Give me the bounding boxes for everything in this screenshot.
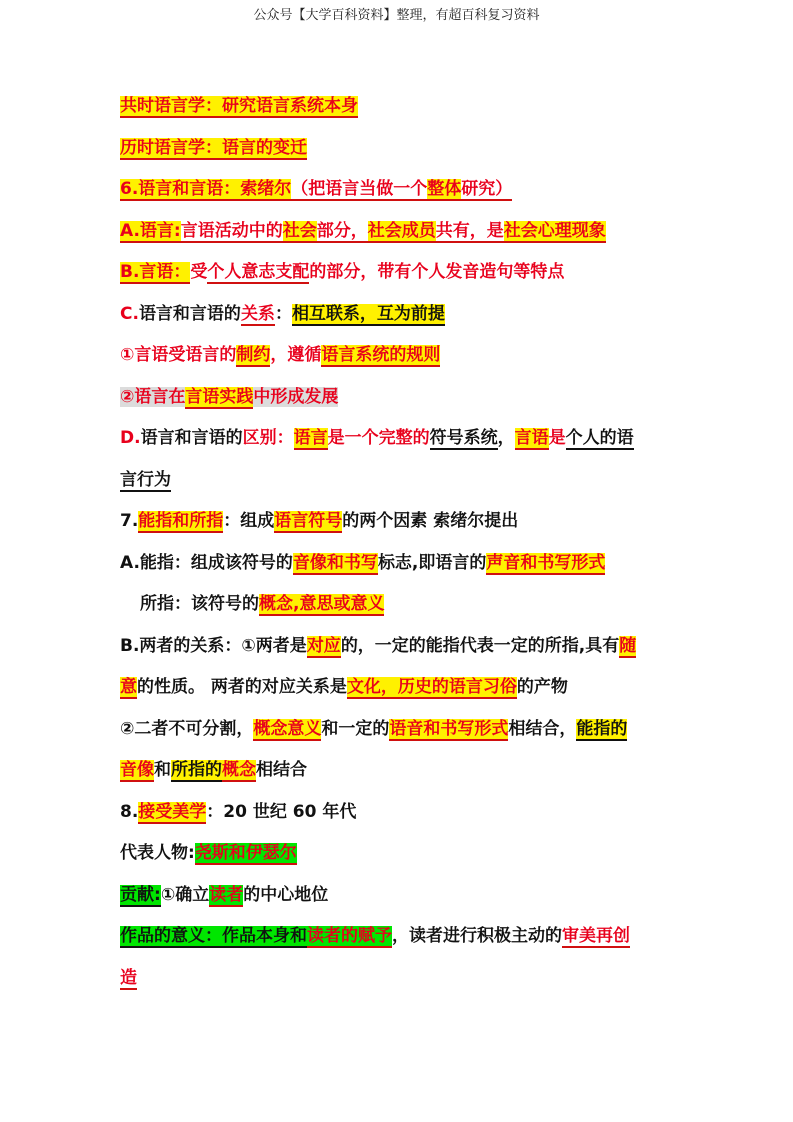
text-segment: 语言系统的规则 [321, 345, 441, 365]
text-segment: 尧斯和伊瑟尔 [194, 843, 297, 863]
note-line [120, 128, 680, 170]
text-segment: 相互联系，互为前提 [291, 303, 445, 324]
text-segment: 整体 [427, 179, 462, 199]
page-header: 公众号【大学百科资料】整理，有超百科复习资料 [253, 8, 540, 23]
text-segment: 语言和言语的 [140, 428, 243, 448]
note-line [120, 460, 680, 502]
note-line [120, 709, 680, 751]
text-segment: 标志,即语言的 [377, 552, 487, 573]
text-segment: 是一个完整的 [327, 428, 430, 448]
text-segment: B.两者的关系：①两者是 [120, 635, 307, 656]
text-segment: 语言和言语的 [138, 303, 241, 324]
text-segment: 所指的 [171, 760, 222, 780]
note-line [120, 958, 680, 1000]
text-segment: 语音和书写形式 [389, 718, 509, 739]
note-line [120, 792, 680, 834]
text-segment: 7. [120, 511, 139, 531]
text-segment: B.言语： [120, 262, 191, 282]
text-segment: 对应 [306, 635, 341, 656]
text-segment: ，读者进行积极主动的 [392, 926, 562, 946]
text-segment: 相结合 [256, 760, 307, 780]
note-line [120, 169, 680, 211]
text-segment: D. [120, 428, 141, 448]
text-segment: 和 [154, 760, 171, 780]
text-segment: 社会 [282, 220, 317, 241]
text-segment: 和一定的 [321, 718, 390, 739]
text-segment: ：20 世纪 60 年代 [206, 801, 357, 822]
text-segment: 关系 [240, 303, 275, 324]
text-segment: 音像和书写 [292, 552, 378, 573]
text-segment: 6.语言和言语：索绪尔 [120, 179, 292, 199]
text-segment: 研究） [461, 179, 513, 199]
text-segment: 语言符号 [274, 511, 343, 531]
text-segment: 8. [120, 801, 139, 822]
text-segment: 的两个因素 索绪尔提出 [342, 511, 519, 531]
text-segment: 制约 [236, 345, 271, 365]
text-segment: 文化，历史的语言习俗 [346, 677, 517, 697]
text-segment: ①言语受语言的 [120, 345, 237, 365]
notes-body [120, 86, 680, 999]
text-segment: 概念意义 [253, 718, 322, 739]
text-segment: 部分， [316, 220, 368, 241]
text-segment: 贡献: [120, 884, 161, 905]
text-segment: 社会成员 [367, 220, 436, 241]
text-segment: 是 [548, 428, 566, 448]
note-line [120, 252, 680, 294]
text-segment: A.语言: [120, 220, 181, 241]
text-segment: A.能指：组成该符号的 [120, 552, 293, 573]
text-segment: 言语 [514, 428, 549, 448]
text-segment: 声音和书写形式 [486, 552, 606, 573]
note-line [120, 335, 680, 377]
text-segment: 能指的 [576, 718, 628, 739]
text-segment: 受 [190, 262, 208, 282]
note-line [120, 916, 680, 958]
note-line [120, 667, 680, 709]
text-segment: 共时语言学：研究语言系统本身 [120, 96, 358, 116]
text-segment: 社会心理现象 [503, 220, 606, 241]
text-segment: 接受美学 [138, 801, 207, 822]
text-segment: ②语言在 [120, 386, 186, 407]
text-segment: 读者的赋予 [307, 926, 392, 946]
text-segment: 历时语言学：语言的变迁 [120, 137, 307, 158]
text-segment: 共有，是 [435, 220, 504, 241]
text-segment: 个人的语 [565, 428, 634, 448]
note-line [120, 875, 680, 917]
note-line [120, 501, 680, 543]
text-segment: 概念 [222, 760, 256, 780]
text-segment: 作品的意义：作品本身和 [120, 926, 307, 946]
text-segment: 言语活动中的 [180, 220, 283, 241]
text-segment: C. [120, 303, 139, 324]
text-segment: 区别： [242, 428, 294, 448]
note-line [120, 626, 680, 668]
note-line [120, 294, 680, 336]
text-segment: 中形成发展 [253, 386, 339, 407]
text-segment: 的产物 [516, 677, 568, 697]
text-segment: ①确立 [160, 884, 210, 905]
text-segment: 符号系统 [429, 428, 498, 448]
text-segment: 语言 [293, 428, 328, 448]
text-segment: ：组成 [223, 511, 275, 531]
text-segment: 所指：该符号的 [140, 594, 259, 614]
text-segment: ②二者不可分割， [120, 718, 254, 739]
text-segment: ， [497, 428, 515, 448]
text-segment: 概念,意思或意义 [259, 594, 385, 614]
text-segment: 相结合， [508, 718, 577, 739]
text-segment: 随 [619, 635, 637, 656]
text-segment: 审美再创 [562, 926, 630, 946]
text-segment: ，遵循 [270, 345, 322, 365]
note-line [120, 750, 680, 792]
text-segment: 造 [120, 967, 137, 988]
note-line [120, 543, 680, 585]
note-line [120, 211, 680, 253]
text-segment: 的性质。 两者的对应关系是 [137, 677, 347, 697]
note-line [120, 833, 680, 875]
text-segment: 的中心地位 [243, 884, 329, 905]
text-segment: 读者 [209, 884, 244, 905]
note-line [120, 86, 680, 128]
text-segment: 言行为 [120, 469, 171, 490]
note-line [120, 418, 680, 460]
note-line [120, 377, 680, 419]
text-segment: 音像 [120, 760, 154, 780]
note-line [120, 584, 680, 626]
text-segment: 的，一定的能指代表一定的所指,具有 [340, 635, 620, 656]
text-segment: 代表人物: [120, 843, 195, 863]
text-segment: 个人意志支配 [207, 262, 310, 282]
text-segment: 意 [120, 677, 137, 697]
text-segment: （把语言当做一个 [291, 179, 428, 199]
text-segment: 能指和所指 [138, 511, 224, 531]
text-segment: 言语实践 [185, 386, 254, 407]
text-segment: 的部分，带有个人发音造句等特点 [309, 262, 565, 282]
text-segment: ： [274, 303, 292, 324]
